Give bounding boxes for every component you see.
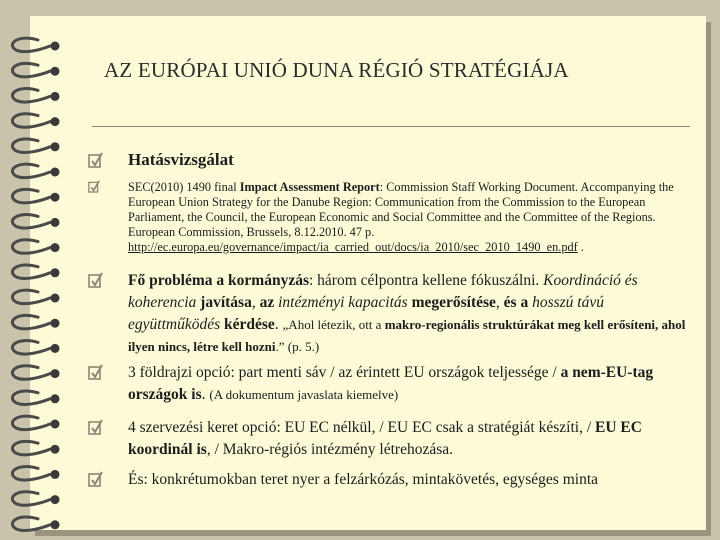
reference-text: SEC(2010) 1490 final Impact Assessment Report: Commission Staff Working Document. Accompanying the European Union Strategy for the Danube Region: Communication from the Commission to the European Parliament, the Council, the European Economic and Social Committee and the Committee of the Regions. European Commission, Brussels, 8.12.2010. 47 p. http://ec.europa.eu/governance/impact/ia_carried_out/docs/ia_2010/sec_2010_1490_en.pdf . [128,180,674,254]
title-divider [92,126,690,127]
binding-ring [12,63,59,77]
main-problem-text: Fő probléma a kormányzás: három célpontra kellene fókuszálni. Koordináció és koherencia javítása, az intézményi kapacitás megerősítése, és a hosszú távú együttműködés kérdése. „Ahol létezik, ott a makro-regionális struktúrákat meg kell erősíteni, ahol ilyen nincs, létre kell hozni.” (p. 5.) [128,272,686,354]
binding-ring [12,517,59,531]
binding-ring [12,89,59,103]
binding-ring [12,114,59,128]
binding-ring [12,366,59,380]
binding-ring [12,38,59,52]
checkbox-check-icon [88,180,101,194]
reference-link[interactable]: http://ec.europa.eu/governance/impact/ia_carried_out/docs/ia_2010/sec_2010_1490_en.pdf [128,240,578,254]
binding-ring [12,315,59,329]
binding-ring [12,416,59,430]
binding-ring [12,240,59,254]
binding-ring [12,467,59,481]
binding-ring [12,265,59,279]
geographic-options-text: 3 földrajzi opció: part menti sáv / az érintett EU országok teljessége / a nem-EU-tag országok is. (A dokumentum javaslata kiemelve) [128,364,654,403]
checkbox-check-icon [88,152,104,170]
binding-ring [12,341,59,355]
checkbox-check-icon [88,471,104,489]
checkbox-check-icon [88,272,104,290]
binding-ring [12,391,59,405]
organisational-options-text: 4 szervezési keret opció: EU EC nélkül, / EU EC csak a stratégiát készíti, / EU EC koordinál is, / Makro-régiós intézmény létrehozása. [128,419,642,458]
binding-ring [12,441,59,455]
checkbox-check-icon [88,419,104,437]
binding-ring [12,139,59,153]
binding-ring [12,215,59,229]
binding-ring [12,290,59,304]
checkbox-check-icon [88,364,104,382]
slide-title: AZ EURÓPAI UNIÓ DUNA RÉGIÓ STRATÉGIÁJA [104,58,569,82]
binding-ring [12,492,59,506]
binding-ring [12,164,59,178]
heading-hatasvizsgalat: Hatásvizsgálat [128,150,234,169]
final-point-text: És: konkrétumokban teret nyer a felzárkózás, mintakövetés, egységes minta [128,471,599,488]
spiral-binding-icon [0,0,80,540]
binding-ring [12,189,59,203]
